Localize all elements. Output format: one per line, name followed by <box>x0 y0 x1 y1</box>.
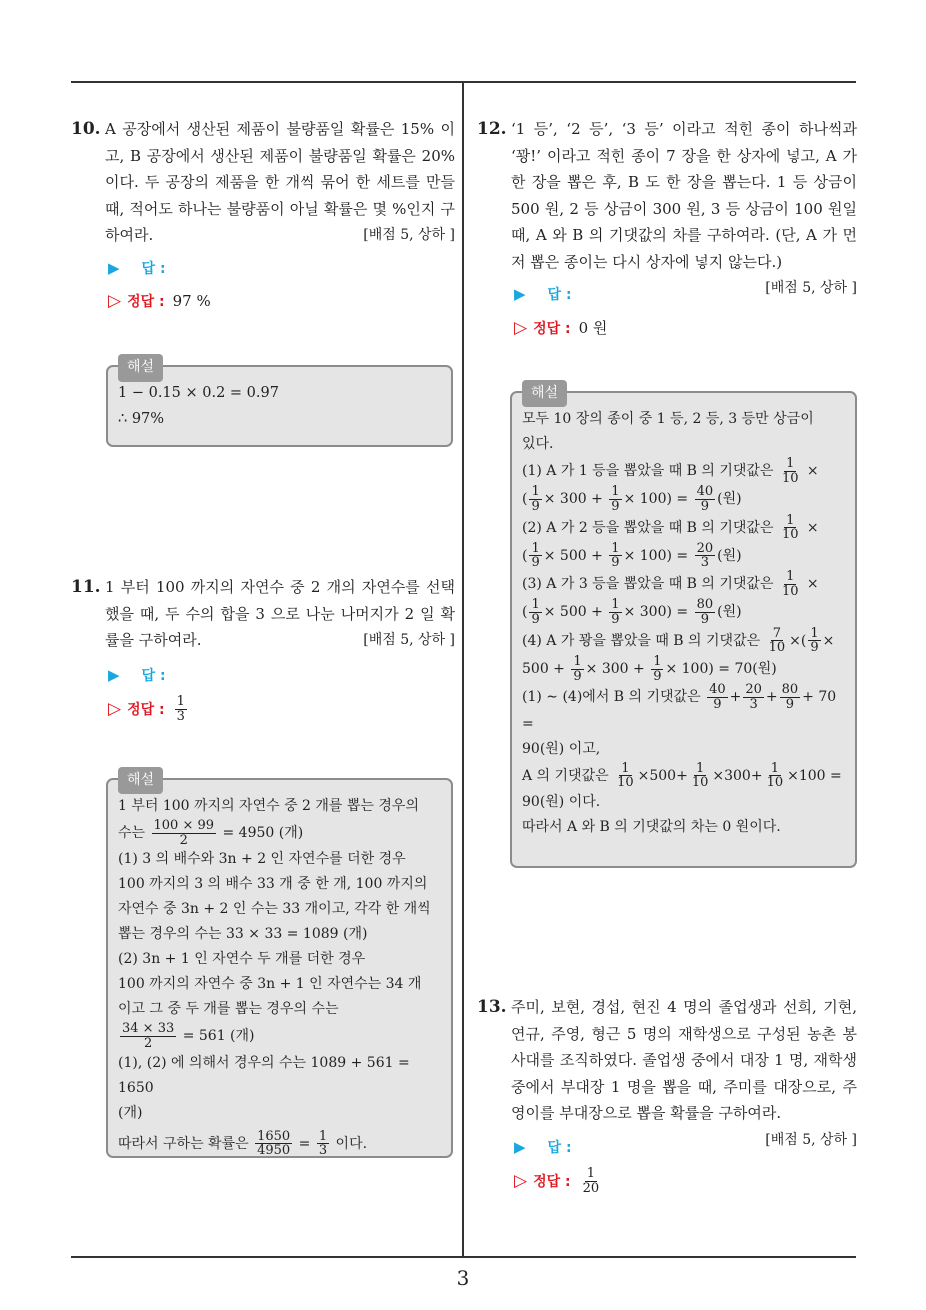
problem-meta: [배점 5, 상하 ] <box>363 632 455 648</box>
explanation-tag: 해설 <box>522 380 567 407</box>
play-icon: ▶ <box>514 285 526 303</box>
explanation-line: 있다. <box>522 436 554 452</box>
answer-label: 답 : <box>141 668 166 684</box>
explanation-line: (3) A 가 3 등을 뽑았을 때 B 의 기댓값은 $\frac{1}{10}$ × <box>522 569 819 599</box>
explanation-line: 이고 그 중 두 개를 뽑는 경우의 수는 <box>118 1001 339 1018</box>
explanation-line: (1) 3 의 배수와 3n + 2 인 자연수를 더한 경우 <box>118 851 406 868</box>
column-divider <box>462 81 464 1256</box>
outline-triangle-icon: ▷ <box>108 291 122 311</box>
answer-line <box>108 665 166 685</box>
play-icon: ▶ <box>108 666 120 684</box>
answer-label: 답 : <box>547 1140 572 1156</box>
explanation-line: 100 까지의 3 의 배수 33 개 중 한 개, 100 까지의 <box>118 876 428 893</box>
explanation-box <box>106 772 453 1159</box>
explanation-line: A 의 기댓값은 $\frac{1}{10}$ ×500+ $\frac{1}{10}$ ×300+ $\frac{1}{10}$ ×100 = <box>522 760 842 791</box>
explanation-line: ∴ 97% <box>118 410 165 427</box>
bottom-rule <box>71 1256 856 1258</box>
explanation-line: ( $\frac{1}{9}$ × 500 + $\frac{1}{9}$ × 300) = $\frac{80}{9}$ (원) <box>522 597 742 628</box>
explanation-line: 500 + $\frac{1}{9}$ × 300 + $\frac{1}{9}$ × 100) = 70(원) <box>522 653 777 684</box>
problem-13 <box>477 994 857 1153</box>
problem-number: 11. <box>71 577 101 597</box>
explanation-box <box>510 385 857 868</box>
explanation-line: ( $\frac{1}{9}$ × 300 + $\frac{1}{9}$ × 100) = $\frac{40}{9}$ (원) <box>522 484 742 514</box>
problem-number: 10. <box>71 119 101 139</box>
problem-meta: [배점 5, 상하 ] <box>765 280 857 296</box>
explanation-line: 자연수 중 3n + 2 인 수는 33 개이고, 각각 한 개씩 <box>118 901 431 918</box>
explanation-line: 수는 $\frac{100 \times 99}{2}$ = 4950 (개) <box>118 818 304 848</box>
explanation-line: (개) <box>118 1104 143 1121</box>
explanation-line: 1 − 0.15 × 0.2 = 0.97 <box>118 385 279 401</box>
outline-triangle-icon: ▷ <box>514 317 528 338</box>
solution-line <box>514 1167 603 1195</box>
problem-12 <box>477 116 857 302</box>
problem-10 <box>71 116 455 249</box>
answer-line <box>514 284 572 304</box>
problem-11 <box>71 574 455 654</box>
explanation-line: (1) A 가 1 등을 뽑았을 때 B 의 기댓값은 $\frac{1}{10}$ × <box>522 456 819 486</box>
explanation-line: ( $\frac{1}{9}$ × 500 + $\frac{1}{9}$ × 100) = $\frac{20}{3}$ (원) <box>522 540 742 571</box>
problem-text: ‘1 등’, ‘2 등’, ‘3 등’ 이라고 적힌 종이 하나씩과 ‘꽝!’ 이라고 적힌 종이 7 장을 한 상자에 넣고, A 가 한 장을 뽑은 후, B 도 한 장을 뽑는다. 1 등 상금이 500 원, 2 등 상금이 300 원, 3 등 상금이 100 원일 때, A 와 B 의 기댓값의 차를 구하여라. (단, A 가 먼저 뽑은 종이는 다시 상자에 넣지 않는다.) <box>511 120 857 271</box>
top-rule <box>71 81 856 83</box>
solution-fraction: $\frac{1}{3}$ <box>176 694 185 724</box>
page-number: 3 <box>456 1266 470 1290</box>
play-icon: ▶ <box>514 1138 526 1156</box>
solution-label: 정답 : <box>127 702 165 719</box>
problem-text: A 공장에서 생산된 제품이 불량품일 확률은 15% 이고, B 공장에서 생산된 제품이 불량품일 확률은 20% 이다. 두 공장의 제품을 한 개씩 묶어 한 세트를 만들 때, 적어도 하나는 불량품이 아닐 확률은 몇 %인지 구하여라. <box>105 120 455 244</box>
explanation-line: 100 까지의 자연수 중 3n + 1 인 자연수는 34 개 <box>118 976 422 993</box>
explanation-tag: 해설 <box>118 767 163 794</box>
problem-meta: [배점 5, 상하 ] <box>765 1131 857 1148</box>
solution-line <box>108 291 211 311</box>
outline-triangle-icon: ▷ <box>514 1171 528 1192</box>
problem-number: 12. <box>477 119 507 139</box>
explanation-line: 모두 10 장의 종이 중 1 등, 2 등, 3 등만 상금이 <box>522 411 814 427</box>
outline-triangle-icon: ▷ <box>108 699 122 720</box>
explanation-line: (4) A 가 꽝을 뽑았을 때 B 의 기댓값은 $\frac{7}{10}$ ×( $\frac{1}{9}$ × <box>522 625 835 656</box>
explanation-line: $\frac{34 \times 33}{2}$ = 561 (개) <box>122 1021 255 1051</box>
answer-line <box>514 1137 572 1157</box>
play-icon: ▶ <box>108 259 120 277</box>
solution-line <box>514 317 607 338</box>
explanation-line: (1), (2) 에 의해서 경우의 수는 1089 + 561 = 1650 <box>118 1054 410 1096</box>
explanation-line: 90(원) 이고, <box>522 740 601 757</box>
answer-label: 답 : <box>547 287 572 303</box>
solution-value: 0 원 <box>578 319 608 337</box>
answer-label: 답 : <box>141 261 166 277</box>
problem-text: 1 부터 100 까지의 자연수 중 2 개의 자연수를 선택했을 때, 두 수의 합을 3 으로 나눈 나머지가 2 일 확률을 구하여라. <box>105 578 455 649</box>
explanation-line: 1 부터 100 까지의 자연수 중 2 개를 뽑는 경우의 <box>118 798 419 814</box>
explanation-line: 뽑는 경우의 수는 33 × 33 = 1089 (개) <box>118 926 368 943</box>
solution-label: 정답 : <box>533 1174 571 1191</box>
solution-label: 정답 : <box>127 294 165 310</box>
solution-fraction: $\frac{1}{20}$ <box>582 1166 600 1196</box>
explanation-line: 90(원) 이다. <box>522 793 601 810</box>
solution-line <box>108 695 189 723</box>
explanation-line: 따라서 A 와 B 의 기댓값의 차는 0 원이다. <box>522 818 781 835</box>
explanation-line: 따라서 구하는 확률은 $\frac{1650}{4950}$ = $\frac{1}{3}$ 이다. <box>118 1128 368 1159</box>
explanation-line: (2) A 가 2 등을 뽑았을 때 B 의 기댓값은 $\frac{1}{10}$ × <box>522 512 819 543</box>
explanation-box <box>106 359 453 447</box>
answer-line <box>108 258 166 278</box>
solution-label: 정답 : <box>533 320 571 337</box>
explanation-tag: 해설 <box>118 354 163 382</box>
explanation-line: (2) 3n + 1 인 자연수 두 개를 더한 경우 <box>118 951 366 968</box>
solution-value: 97 % <box>172 292 211 310</box>
explanation-line: (1) ∼ (4)에서 B 의 기댓값은 $\frac{40}{9}$ + $\frac{20}{3}$ + $\frac{80}{9}$ + 70 = <box>522 682 837 732</box>
problem-number: 13. <box>477 997 507 1017</box>
problem-text: 주미, 보현, 경섭, 현진 4 명의 졸업생과 선희, 기현, 연규, 주영, 형근 5 명의 재학생으로 구성된 농촌 봉사대를 조직하였다. 졸업생 중에서 대장 1 명, 재학생 중에서 부대장 1 명을 뽑을 때, 주미를 대장으로, 주영이를 부대장으로 뽑을 확률을 구하여라. <box>511 998 857 1122</box>
problem-meta: [배점 5, 상하 ] <box>363 227 455 243</box>
